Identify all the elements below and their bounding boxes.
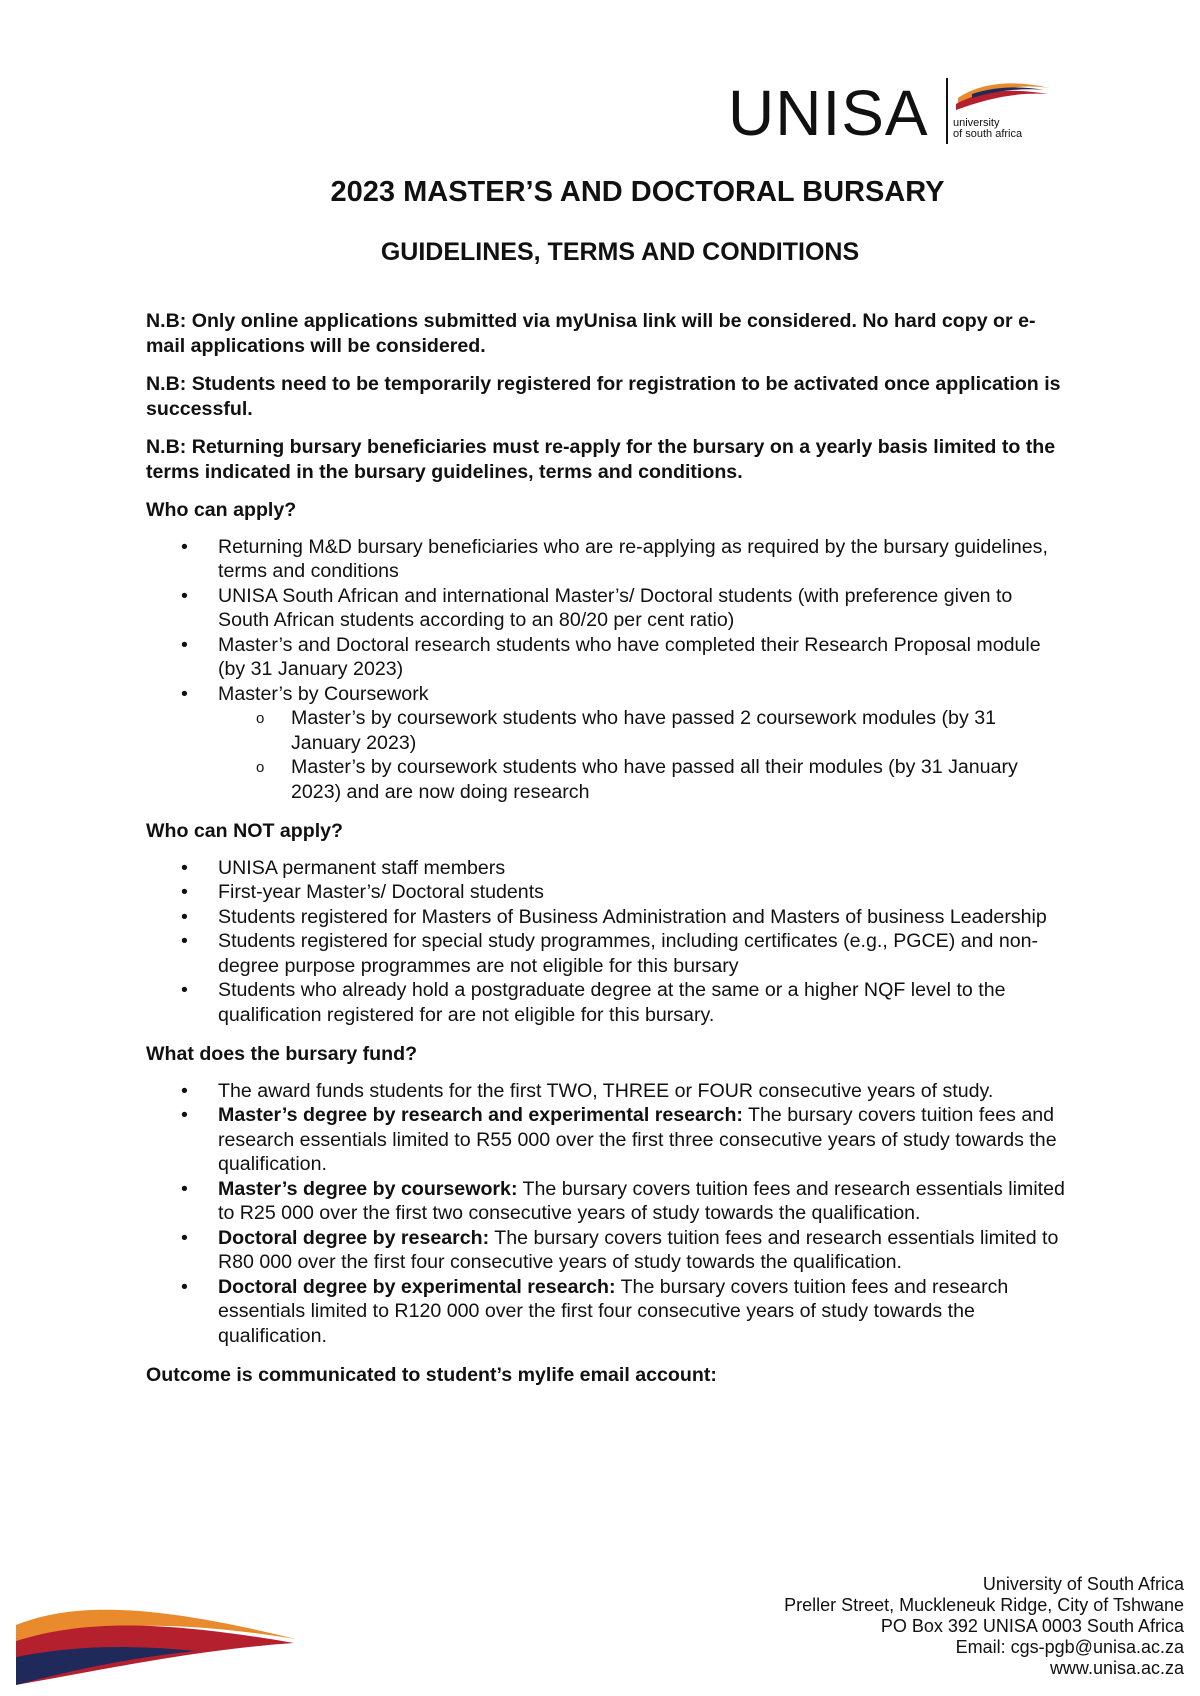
item-text: The bursary covers tuition fees and research essentials limited to R80 000 over the first four consecutive years of study towards the qualification.: [218, 1226, 1059, 1273]
list-item-doctoral-research: [146, 1226, 1066, 1275]
list-item-masters-research: [146, 1103, 1066, 1177]
list-item: • Returning M&D bursary beneficiaries who are re-applying as required by the bursary guidelines, terms and conditions: [146, 535, 1066, 584]
coursework-sublist: [218, 706, 1066, 804]
list-item: • Students registered for Masters of Business Administration and Masters of business Leadership: [146, 905, 1066, 930]
who-can-not-apply-list: [146, 856, 1066, 1028]
what-funded-list: [146, 1079, 1066, 1349]
footer-address: [784, 1574, 1184, 1679]
section-heading-what-funded: What does the bursary fund?: [146, 1043, 418, 1065]
list-item: • First-year Master’s/ Doctoral students: [146, 880, 1066, 905]
list-item: • The award funds students for the first TWO, THREE or FOUR consecutive years of study.: [146, 1079, 1066, 1104]
section-heading-who-can-apply: Who can apply?: [146, 499, 297, 521]
list-item: • Students who already hold a postgraduate degree at the same or a higher NQF level to the qualification registered for are not eligible for this bursary.: [146, 978, 1066, 1027]
document-title: 2023 MASTER’S AND DOCTORAL BURSARY: [330, 176, 945, 208]
item-lead: Doctoral degree by experimental research:: [218, 1275, 616, 1298]
notice-reapply: N.B: Returning bursary beneficiaries must re-apply for the bursary on a yearly basis limited to the terms indicated in the bursary guidelines, terms and conditions.: [146, 436, 1056, 483]
unisa-logo: [728, 78, 1058, 148]
list-item: • UNISA South African and international Master’s/ Doctoral students (with preference given to South African students according to an 80/20 per cent ratio): [146, 584, 1066, 633]
notice-online-applications: N.B: Only online applications submitted via myUnisa link will be considered. No hard copy or e-mail applications will be considered.: [146, 310, 1036, 357]
footer-line-pobox: PO Box 392 UNISA 0003 South Africa: [880, 1616, 1184, 1636]
list-item-coursework: [146, 682, 1066, 805]
document-body: [146, 309, 1066, 1407]
list-item: • Master’s and Doctoral research students who have completed their Research Proposal module (by 31 January 2023): [146, 633, 1066, 682]
outcome-statement: Outcome is communicated to student’s mylife email account:: [146, 1364, 717, 1386]
logo-subtitle-line2: of south africa: [953, 128, 1023, 140]
logo-divider: [946, 78, 948, 144]
logo-wordmark: UNISA: [728, 77, 929, 149]
logo-subtitle: [953, 118, 1022, 140]
list-item-label: Master’s by Coursework: [218, 682, 429, 705]
document-subtitle: GUIDELINES, TERMS AND CONDITIONS: [380, 238, 860, 266]
section-heading-who-can-not-apply: Who can NOT apply?: [146, 820, 344, 842]
logo-swoosh-icon: [952, 78, 1052, 112]
item-lead: Master’s degree by coursework:: [218, 1177, 518, 1200]
list-item: • UNISA permanent staff members: [146, 856, 1066, 881]
footer-line-email[interactable]: Email: cgs-pgb@unisa.ac.za: [955, 1637, 1184, 1657]
footer-line-street: Preller Street, Muckleneuk Ridge, City of Tshwane: [784, 1595, 1184, 1615]
list-item-masters-coursework: [146, 1177, 1066, 1226]
footer-line-university: University of South Africa: [982, 1574, 1184, 1594]
sub-list-item: o Master’s by coursework students who have passed all their modules (by 31 January 2023) and are now doing research: [146, 755, 1066, 804]
who-can-apply-list: [146, 535, 1066, 805]
list-item: • Students registered for special study programmes, including certificates (e.g., PGCE) and non-degree purpose programmes are not eligible for this bursary: [146, 929, 1066, 978]
item-lead: Master’s degree by research and experimental research:: [218, 1104, 743, 1126]
item-text: The bursary covers tuition fees and research essentials limited to R120 000 over the first four consecutive years of study towards the qualification.: [218, 1275, 1009, 1347]
item-text: The bursary covers tuition fees and research essentials limited to R55 000 over the first three consecutive years of study towards the qualification.: [218, 1104, 1057, 1175]
item-lead: Doctoral degree by research:: [218, 1226, 490, 1249]
notice-temporary-registration: N.B: Students need to be temporarily registered for registration to be activated once application is successful.: [146, 373, 1061, 420]
sub-list-item: o Master’s by coursework students who have passed 2 coursework modules (by 31 January 2023): [146, 706, 1066, 755]
footer-swoosh-icon: [16, 1605, 296, 1685]
logo-subtitle-line1: university: [953, 117, 1000, 129]
footer-line-website[interactable]: www.unisa.ac.za: [1049, 1658, 1184, 1678]
list-item-doctoral-experimental: [146, 1275, 1066, 1349]
item-text: The bursary covers tuition fees and research essentials limited to R25 000 over the first two consecutive years of study towards the qualification.: [218, 1177, 1065, 1224]
